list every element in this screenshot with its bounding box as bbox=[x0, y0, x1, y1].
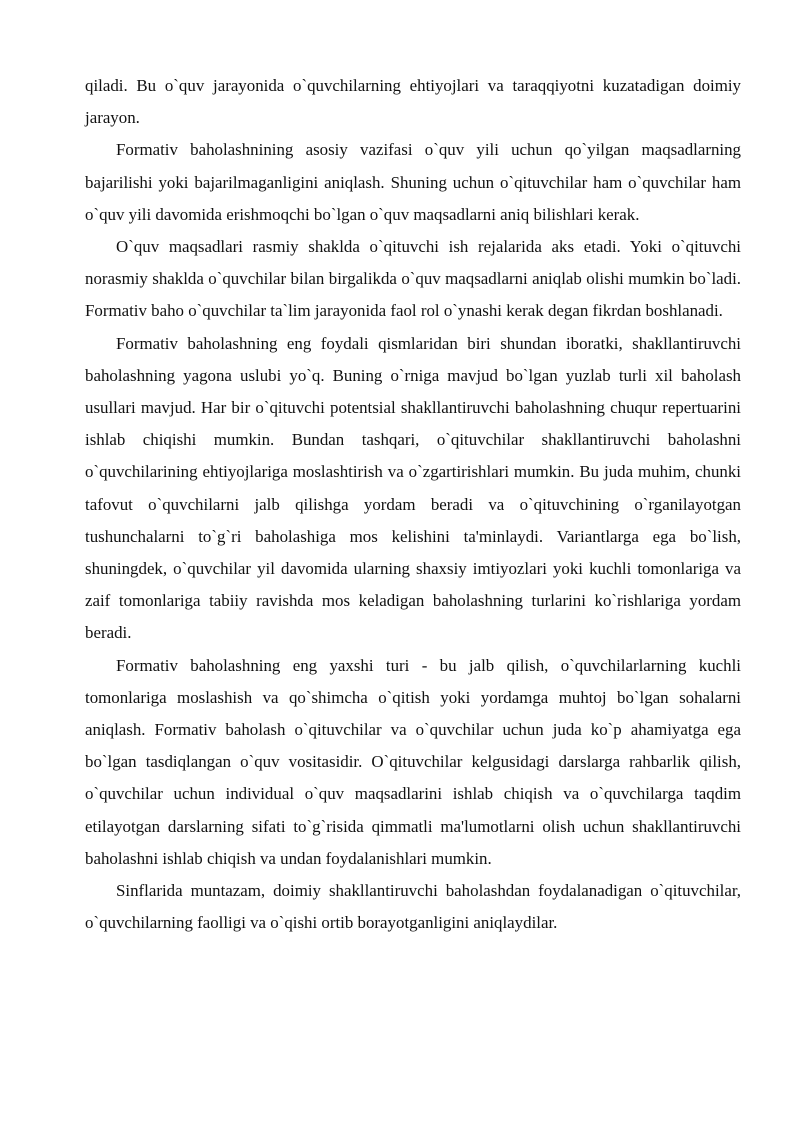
document-body bbox=[85, 70, 741, 939]
paragraph-1: qiladi. Bu o`quv jarayonida o`quvchilarning ehtiyojlari va taraqqiyotni kuzatadigan doimiy jarayon. bbox=[85, 76, 741, 128]
paragraph-3: O`quv maqsadlari rasmiy shaklda o`qituvchi ish rejalarida aks etadi. Yoki o`qituvchi norasmiy shaklda o`quvchilar bilan birgalikda o`quv maqsadlarni aniqlab olishi mumkin bo`ladi. Formativ baho o`quvchilar ta`lim jarayonida faol rol o`ynashi kerak degan fikrdan boshlanadi. bbox=[85, 237, 741, 321]
paragraph-6: Sinflarida muntazam, doimiy shakllantiruvchi baholashdan foydalanadigan o`qituvchilar, o`quvchilarning faolligi va o`qishi ortib borayotganligini aniqlaydilar. bbox=[85, 881, 741, 933]
paragraph-4: Formativ baholashning eng foydali qismlaridan biri shundan iboratki, shakllantiruvchi baholashning yagona uslubi yo`q. Buning o`rniga mavjud bo`lgan yuzlab turli xil baholash usullari mavjud. Har bir o`qituvchi potentsial shakllantiruvchi baholashning chuqur repertuarini ishlab chiqishi mumkin. Bundan tashqari, o`qituvchilar shakllantiruvchi baholashni o`quvchilarining ehtiyojlariga moslashtirish va o`zgartirishlari mumkin. Bu juda muhim, chunki tafovut o`quvchilarni jalb qilishga yordam beradi va o`qituvchining o`rganilayotgan tushunchalarni to`g`ri baholashiga mos kelishini ta'minlaydi. Variantlarga ega bo`lish, shuningdek, o`quvchilar yil davomida ularning shaxsiy imtiyozlari yoki kuchli tomonlariga va zaif tomonlariga tabiiy ravishda mos keladigan baholashning turlarini ko`rishlariga yordam beradi. bbox=[85, 333, 741, 643]
paragraph-2: Formativ baholashnining asosiy vazifasi o`quv yili uchun qo`yilgan maqsadlarning bajarilishi yoki bajarilmaganligini aniqlash. Shuning uchun o`qituvchilar ham o`quvchilar ham o`quv yili davomida erishmoqchi bo`lgan o`quv maqsadlarni aniq bilishlari kerak. bbox=[85, 140, 741, 224]
paragraph-5: Formativ baholashning eng yaxshi turi - bu jalb qilish, o`quvchilarlarning kuchli tomonlariga moslashish va qo`shimcha o`qitish yoki yordamga muhtoj bo`lgan sohalarni aniqlash. Formativ baholash o`qituvchilar va o`quvchilar uchun juda ko`p ahamiyatga ega bo`lgan tasdiqlangan o`quv vositasidir. O`qituvchilar kelgusidagi darslarga rahbarlik qilish, o`quvchilar uchun individual o`quv maqsadlarini ishlab chiqish va o`quvchilarga taqdim etilayotgan darslarning sifati to`g`risida qimmatli ma'lumotlarni olish uchun shakllantiruvchi baholashni ishlab chiqish va undan foydalanishlari mumkin. bbox=[85, 655, 741, 868]
